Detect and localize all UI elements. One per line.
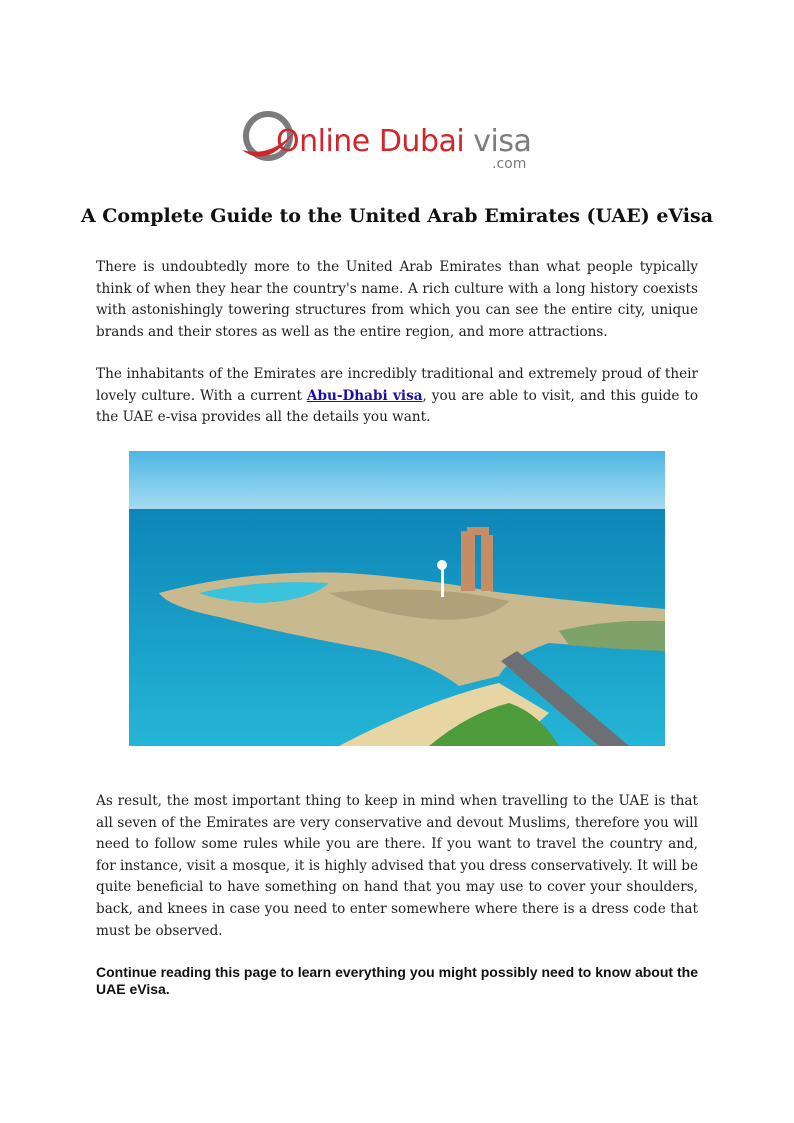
site-logo[interactable] xyxy=(238,104,548,176)
logo-domain: .com xyxy=(492,156,527,172)
intro-paragraph: There is undoubtedly more to the United Arab Emirates than what people typically think of when they hear the country's name. A rich culture with a long history coexists with astonishingly towering structures from which you can see the entire city, unique brands and their stores as well as the entire region, and more attractions. xyxy=(96,259,698,340)
logo-word-dubai: Dubai xyxy=(378,124,465,159)
abu-dhabi-aerial-photo xyxy=(129,451,665,746)
photo-sky xyxy=(129,451,665,511)
dress-code-paragraph: As result, the most important thing to keep in mind when travelling to the UAE is that all seven of the Emirates are very conservative and devout Muslims, therefore you will need to follow some rules while you are there. If you want to travel the country and, for instance, visit a mosque, it is highly advised that you dress conservatively. It will be quite beneficial to have something on hand that you may use to cover your shoulders, back, and knees in case you need to enter somewhere where there is a dress code that must be observed. xyxy=(96,793,698,939)
logo-word-visa: visa xyxy=(473,124,532,159)
culture-text-start: The inhabitants of the Emirates are incredibly traditional and extremely proud of their lovely culture. With a current xyxy=(96,366,698,404)
culture-text-end: , you are able to visit, and this guide to the UAE e-visa provides all the details you want. xyxy=(96,387,699,426)
abu-dhabi-visa-link[interactable]: Abu-Dhabi visa xyxy=(306,387,423,404)
logo-word-online: Online xyxy=(276,124,370,159)
culture-paragraph xyxy=(96,364,698,429)
logo-wordmark xyxy=(276,124,531,159)
continue-reading-note: Continue reading this page to learn everything you might possibly need to know about the UAE eVisa. xyxy=(96,964,698,997)
photo-mast xyxy=(441,567,444,597)
page-title: A Complete Guide to the United Arab Emirates (UAE) eVisa xyxy=(80,205,714,227)
photo-mast-top xyxy=(437,560,447,570)
